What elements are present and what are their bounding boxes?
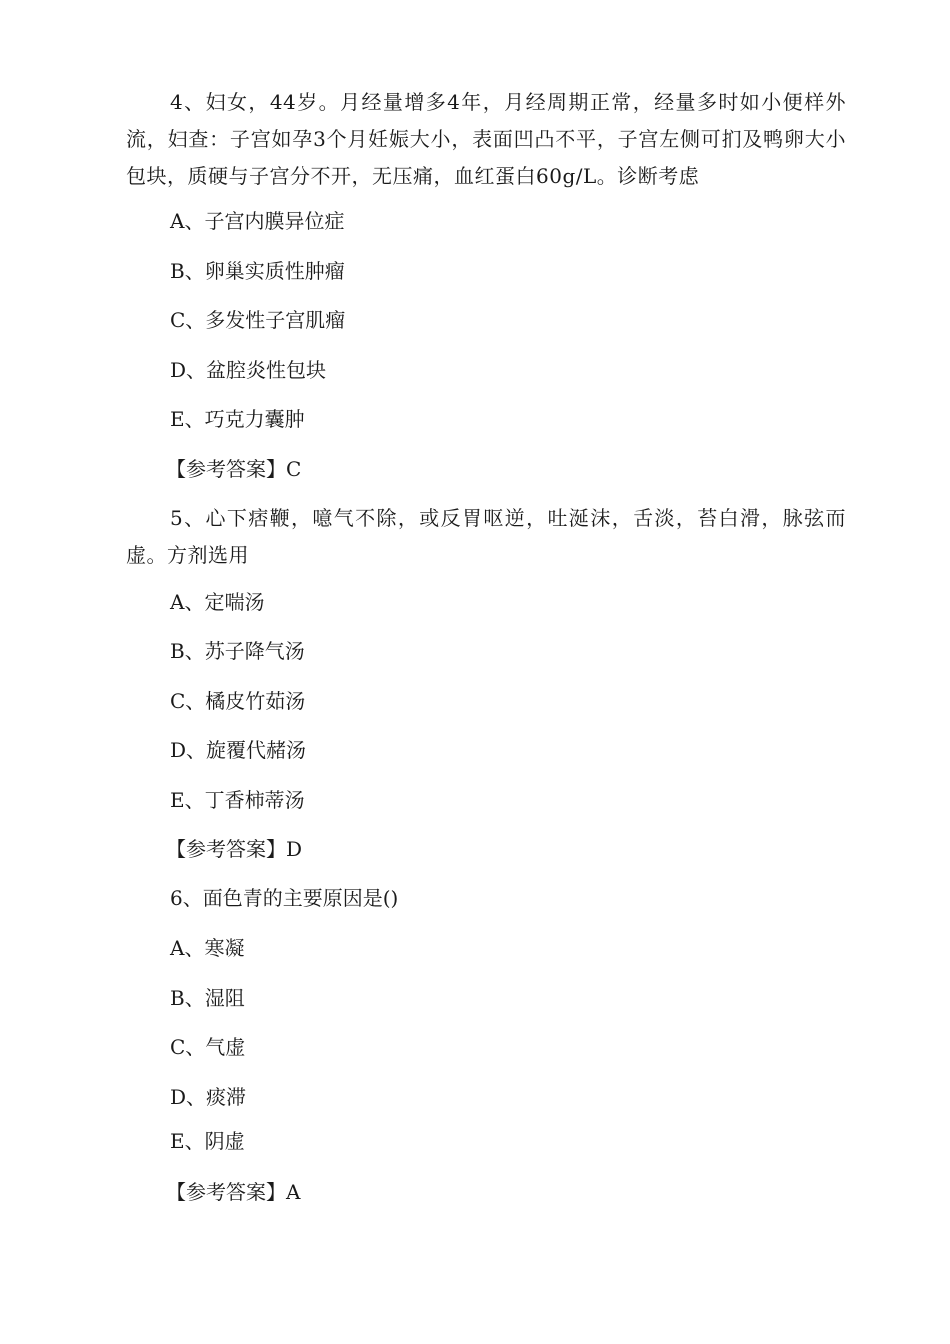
question-5-option-a: A、定喘汤 xyxy=(170,590,265,614)
question-6-stem: 6、面色青的主要原因是() xyxy=(170,886,399,910)
question-4-stem: 4、妇女，44岁。月经量增多4年，月经周期正常，经量多时如小便样外流，妇查：子宫如孕3个月妊娠大小，表面凹凸不平，子宫左侧可扪及鸭卵大小包块，质硬与子宫分不开，无压痛，血红蛋白60g/L。诊断考虑 xyxy=(126,90,846,188)
question-4-option-e: E、巧克力囊肿 xyxy=(170,407,305,431)
question-4-option-c: C、多发性子宫肌瘤 xyxy=(170,308,346,332)
question-6-option-e: E、阴虚 xyxy=(170,1129,245,1153)
question-4-option-a: A、子宫内膜异位症 xyxy=(170,209,345,233)
question-6-option-c: C、气虚 xyxy=(170,1035,246,1059)
question-4-option-d: D、盆腔炎性包块 xyxy=(170,358,327,382)
question-5-option-e: E、丁香柿蒂汤 xyxy=(170,788,305,812)
question-5-answer: 【参考答案】D xyxy=(166,837,303,861)
question-5-option-c: C、橘皮竹茹汤 xyxy=(170,689,306,713)
question-5-option-b: B、苏子降气汤 xyxy=(170,639,305,663)
question-6-option-a: A、寒凝 xyxy=(170,936,245,960)
question-4-answer: 【参考答案】C xyxy=(166,457,302,481)
question-6-option-b: B、湿阻 xyxy=(170,986,245,1010)
question-6-answer: 【参考答案】A xyxy=(166,1180,301,1204)
question-6-option-d: D、痰滞 xyxy=(170,1085,247,1109)
question-5-option-d: D、旋覆代赭汤 xyxy=(170,738,307,762)
question-4-option-b: B、卵巢实质性肿瘤 xyxy=(170,259,345,283)
question-5-stem: 5、心下痞鞭，噫气不除，或反胃呕逆，吐涎沫，舌淡，苔白滑，脉弦而虚。方剂选用 xyxy=(126,506,846,567)
